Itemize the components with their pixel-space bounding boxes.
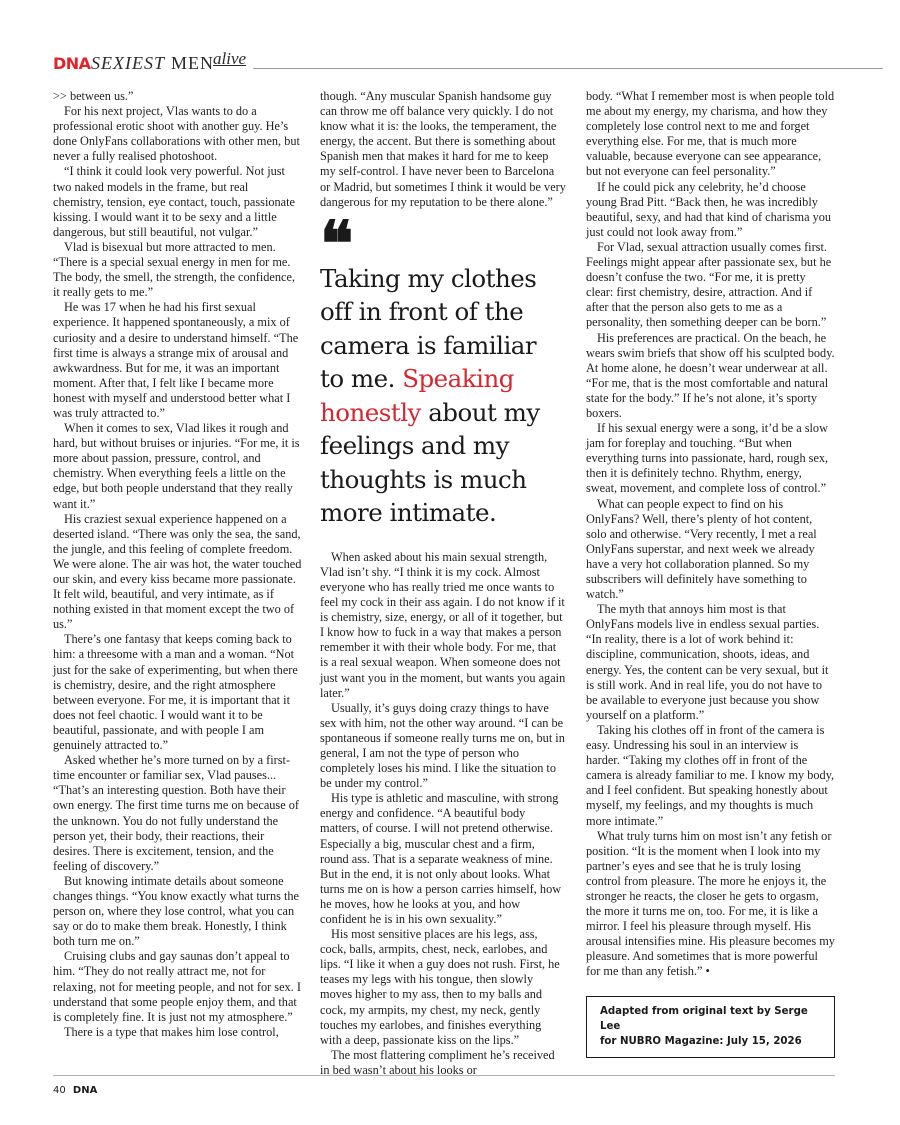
paragraph: What truly turns him on most isn’t any fetish or position. “It is the moment when I look into my partner’s eyes and see that he is truly losing control from pleasure. The more he enjoys it, the stronger he reacts, the closer he gets to orgasm, the more it turns me on, too. For me, it is like a mirror. I feel his pleasure through myself. His arousal intensifies mine. His pleasure becomes my pleasure. And sometimes that is more powerful for me than any fetish.” •: [586, 828, 835, 979]
page-number: 40: [53, 1085, 66, 1096]
paragraph: When it comes to sex, Vlad likes it rough and hard, but without bruises or injuries. “For me, it is more about passion, pressure, control, and chemistry. When everything feels a little on the edge, but both people understand that they really want it.”: [53, 421, 300, 511]
quote-mark-icon: ❝: [320, 206, 348, 280]
paragraph: The most flattering compliment he’s received in bed wasn’t about his looks or: [320, 1047, 555, 1077]
credit-line: Adapted from original text by Serge Lee: [600, 1005, 808, 1032]
paragraph: If his sexual energy were a song, it’d be a slow jam for foreplay and touching. “But when everything turns into passionate, hard, rough sex, then it is definitely techno. Rhythm, energy, sweat, movement, and complete loss of control.”: [586, 421, 829, 496]
paragraph: His most sensitive places are his legs, ass, cock, balls, armpits, chest, neck, earlobes, and lips. “I like it when a guy does not rush. First, he teases my legs with his tongue, then slowly moves higher to my ass, then to my balls and cock, my armpits, my chest, my neck, gently touches my earlobes, and finishes everything with a deep, passionate kiss on the lips.”: [320, 927, 560, 1047]
paragraph: Vlad is bisexual but more attracted to men. “There is a special sexual energy in men for me. The body, the smell, the strength, the confidence, it really gets to me.”: [53, 239, 295, 300]
pull-quote-text: about my feelings and my thoughts is much more intimate.: [320, 397, 540, 528]
column-1: [53, 89, 302, 1040]
section-header: [53, 49, 873, 74]
paragraph: His preferences are practical. On the beach, he wears swim briefs that show off his sculpted body. At home alone, he doesn’t wear underwear at all. “For me, that is the most comfortable and natural state for the body.” If he’s not alone, it’s sporty boxers.: [586, 330, 835, 420]
paragraph: For Vlad, sexual attraction usually comes first. Feelings might appear after passionate sex, but he doesn’t confuse the two. “For me, it is pretty clear: first chemistry, desire, attraction. And if after that the person also gets to me as a personality, then something deeper can be born.”: [586, 239, 832, 330]
paragraph: For his next project, Vlas wants to do a professional erotic shoot with another guy. He’s done OnlyFans collaborations with other men, but never a fully realised photoshoot.: [53, 104, 300, 164]
credit-line: for NUBRO Magazine: July 15, 2026: [600, 1035, 802, 1047]
folio: [53, 1085, 97, 1096]
brand-logo: DNA: [53, 54, 91, 73]
paragraph: What can people expect to find on his OnlyFans? Well, there’s plenty of hot content, solo and otherwise. “Very recently, I met a real OnlyFans superstar, and next week we already have a very hot collaboration planned. So my subscribers will definitely have something to watch.”: [586, 496, 817, 602]
column-2: [320, 89, 566, 1078]
paragraph: >> between us.”: [53, 89, 134, 103]
paragraph: His craziest sexual experience happened on a deserted island. “There was only the sea, the sand, the jungle, and this feeling of complete freedom. We were alone. The air was hot, the water touched our skin, and every kiss became more passionate. It felt wild, beautiful, and very intimate, as if nothing existed in that moment except the two of us.”: [53, 511, 302, 632]
paragraph: He was 17 when he had his first sexual experience. It happened spontaneously, a mix of curiosity and a desire to understand himself. “The first time is always a strange mix of arousal and awkwardness. But for me, it was an important moment. After that, I felt like I became more honest with myself and understood better what I was truly attracted to.”: [53, 300, 299, 420]
paragraph: though. “Any muscular Spanish handsome guy can throw me off balance very quickly. I do not know what it is: the looks, the temperament, the energy, the accent. But there is something about Spanish men that makes it hard for me to keep my self-control. I have never been to Barcelona or Madrid, but sometimes I think it would be very dangerous for my reputation to be there alone.”: [320, 89, 566, 209]
paragraph: Taking his clothes off in front of the camera is easy. Undressing his soul in an interview is harder. “Taking my clothes off in front of the camera is already familiar to me. I know my body, and I feel confident. But speaking honestly about myself, my feelings, and my thoughts is much more intimate.”: [586, 722, 835, 828]
pull-quote-text: Taking my clothes off in front of the camera is familiar to me.: [320, 263, 537, 394]
section-title-alive: alive: [213, 49, 247, 68]
paragraph: There is a type that makes him lose control,: [64, 1024, 279, 1039]
magazine-name: DNA: [72, 1085, 98, 1096]
header-rule: [253, 68, 883, 69]
paragraph: “I think it could look very powerful. Not just two naked models in the frame, but real chemistry, tension, eye contact, touch, passionate kissing. I would want it to be sexy and a little dangerous, but still beautiful, not vulgar.”: [53, 164, 295, 239]
credit-box: [586, 996, 835, 1058]
paragraph: When asked about his main sexual strength, Vlad isn’t shy. “I think it is my cock. Almost everyone who has really tried me once wants to feel my cock in their ass again. I do not know if it is chemistry, size, energy, or all of it together, but I know how to fuck in a way that makes a person remember it with their whole body. For me, that is a real sexual weapon. When someone does not just want you in the moment, but wants you again later.”: [320, 549, 566, 700]
paragraph: The myth that annoys him most is that OnlyFans models live in endless sexual parties. “In reality, there is a lot of work behind it: discipline, communication, shoots, ideas, and energy. Yes, the content can be very sexual, but it is still work. And in real life, you do not have to be available to everyone just because you show yourself on a platform.”: [586, 602, 829, 722]
paragraph: His type is athletic and masculine, with strong energy and confidence. “A beautiful body matters, of course. I will not pretend otherwise. Especially a big, muscular chest and a firm, round ass. That is a separate weakness of mine. But in the end, it is not only about looks. What turns me on is how a person carries himself, how he moves, how he looks at you, and how confident he is in his own sexuality.”: [320, 791, 562, 926]
section-title-sexiest: SEXIEST: [91, 53, 165, 73]
paragraph: Asked whether he’s more turned on by a first-time encounter or familiar sex, Vlad pauses... “That’s an interesting question. Both have their own energy. The first time turns me on because of the unknown. You do not fully understand the person yet, their body, their reactions, their desires. There is excitement, tension, and the feeling of discovery.”: [53, 753, 299, 873]
pull-quote-highlight: Speaking honestly: [320, 364, 514, 427]
footer-rule: [53, 1075, 835, 1076]
paragraph: Usually, it’s guys doing crazy things to have sex with him, not the other way around. “I can be spontaneous if someone really turns me on, but in general, I am not the type of person who completely loses his mind. I like the situation to be under my control.”: [320, 700, 565, 791]
column-3: [586, 89, 835, 1058]
paragraph: There’s one fantasy that keeps coming back to him: a threesome with a man and a woman. “Not just for the sake of experimenting, but when there is chemistry, desire, and the right atmosphere between everyone. For me, it is important that it does not feel chaotic. I would want it to be beautiful, passionate, and with people I am genuinely attracted to.”: [53, 632, 298, 753]
section-title-men: MEN: [171, 53, 214, 73]
paragraph: Cruising clubs and gay saunas don’t appeal to him. “They do not really attract me, not for relaxing, not for meeting people, and not for sex. I understand that some people enjoy them, and that is completely fine. It is just not my atmosphere.”: [53, 949, 301, 1024]
paragraph: body. “What I remember most is when people told me about my energy, my charisma, and how they completely lose control next to me and forget everything else. For me, that is much more valuable, because everyone can see appearance, but not everyone can feel personality.”: [586, 89, 835, 179]
paragraph: If he could pick any celebrity, he’d choose young Brad Pitt. “Back then, he was incredibly beautiful, sexy, and had that kind of charisma you just could not look away from.”: [586, 179, 832, 239]
paragraph: But knowing intimate details about someone changes things. “You know exactly what turns the person on, where they lose control, what you can say or do to make them break. Honestly, I think both turn me on.”: [53, 873, 300, 949]
pull-quote: [320, 262, 566, 530]
